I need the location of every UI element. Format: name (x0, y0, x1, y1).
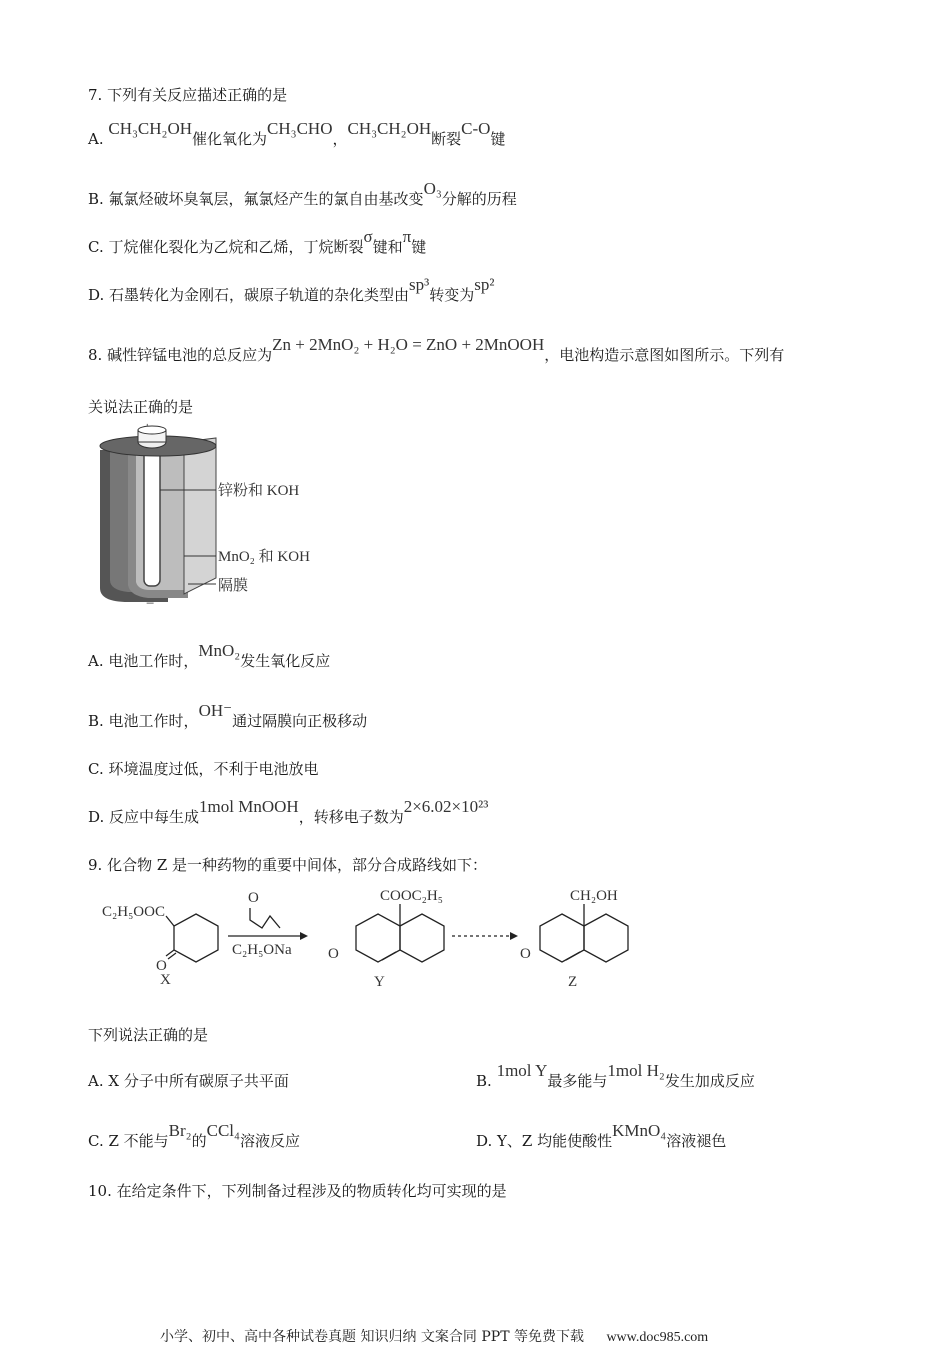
q9-ask: 下列说法正确的是 (88, 1026, 209, 1044)
q8-option-d (88, 797, 489, 827)
q9-option-a: A. X 分子中所有碳原子共平面 (88, 1072, 289, 1090)
q7-option-b (88, 179, 517, 209)
text: 发生氧化反应 (240, 652, 331, 670)
q9-stem: 9. 化合物 Z 是一种药物的重要中间体，部分合成路线如下： (88, 856, 488, 874)
formula: O₃ (423, 179, 442, 198)
y-ring-left (356, 914, 400, 962)
cutaway-face (184, 438, 216, 594)
battery-diagram (88, 420, 348, 610)
label-zinc: 锌粉和 KOH (218, 483, 300, 499)
formula: sp³ (409, 275, 430, 294)
text: B. (476, 1072, 497, 1090)
formula: σ (363, 227, 373, 246)
reagent-skeleton (250, 908, 280, 928)
x-ring (174, 914, 218, 962)
z-ring-right (584, 914, 628, 962)
formula: 1mol Y (496, 1061, 548, 1080)
formula: C-O (461, 119, 491, 138)
text: C. Z 不能与 (88, 1132, 169, 1150)
q9-option-c (88, 1121, 300, 1151)
q8-option-c: C. 环境温度过低，不利于电池放电 (88, 760, 319, 778)
z-substituent: CH₂OH (570, 888, 618, 904)
x-label: X (160, 972, 171, 988)
text: 键 (490, 130, 506, 148)
text: D. 石墨转化为金刚石，碳原子轨道的杂化类型由 (88, 286, 410, 304)
text: 分解的历程 (441, 190, 517, 208)
z-oxygen: O (520, 946, 531, 962)
q8-stem-cont: 关说法正确的是 (88, 398, 194, 416)
formula: KMnO₄ (612, 1121, 667, 1140)
label-separator: 隔膜 (218, 578, 249, 594)
formula: π (402, 227, 412, 246)
text: B. 电池工作时， (88, 712, 199, 730)
q7-option-a (88, 119, 506, 149)
formula: OH⁻ (198, 701, 233, 720)
y-oxygen: O (328, 946, 339, 962)
text: 键和 (372, 238, 403, 256)
y-label: Y (374, 974, 385, 990)
text: ，电池构造示意图如图所示。下列有 (544, 346, 785, 364)
text: D. 反应中每生成 (88, 808, 200, 826)
y-substituent: COOC₂H₅ (380, 888, 443, 904)
text: 最多能与 (547, 1072, 608, 1090)
formula: 1mol H₂ (607, 1061, 665, 1080)
q9-option-b (476, 1061, 755, 1091)
z-label: Z (568, 974, 578, 990)
reagent-oxygen: O (248, 890, 259, 906)
zinc-core (144, 450, 160, 586)
z-double-bond (566, 952, 580, 960)
text: 通过隔膜向正极移动 (232, 712, 368, 730)
dashed-arrow-head (510, 932, 518, 940)
formula: Zn + 2MnO₂ + H₂O = ZnO + 2MnOOH (272, 335, 545, 354)
q8-option-b (88, 701, 368, 731)
y-ring-right (400, 914, 444, 962)
text: ， (332, 130, 348, 148)
text: 溶液褪色 (666, 1132, 727, 1150)
q8-stem (88, 335, 785, 365)
z-ring-left (540, 914, 584, 962)
formula: CCl₄ (206, 1121, 240, 1140)
footer (160, 1326, 708, 1346)
option-label: A. (88, 130, 109, 148)
reagent-label: C₂H₅ONa (232, 942, 292, 958)
terminal-top (138, 426, 166, 434)
formula: Br₂ (168, 1121, 192, 1140)
text: ，转移电子数为 (298, 808, 404, 826)
footer-text: 小学、初中、高中各种试卷真题 知识归纳 文案合同 PPT 等免费下载 (160, 1329, 584, 1345)
label-mno2: MnO₂ 和 KOH (218, 549, 310, 565)
q8-option-a (88, 641, 331, 671)
text: D. Y、Z 均能使酸性 (476, 1132, 613, 1150)
text: 的 (191, 1132, 207, 1150)
formula: CH₃CH₂OH (108, 119, 193, 138)
footer-link[interactable]: www.doc985.com (606, 1330, 709, 1345)
q7-option-c (88, 227, 427, 257)
q7-stem: 7. 下列有关反应描述正确的是 (88, 86, 288, 104)
formula: 1mol MnOOH (199, 797, 299, 816)
y-double-bond (382, 952, 396, 960)
q7-option-d (88, 275, 495, 305)
formula: CH₃CHO (267, 119, 333, 138)
formula: MnO₂ (198, 641, 241, 660)
formula: sp² (474, 275, 495, 294)
text: 键 (411, 238, 427, 256)
x-oxygen: O (156, 958, 167, 974)
q9-option-d (476, 1121, 727, 1151)
text: A. 电池工作时， (88, 652, 199, 670)
x-ester-bond (166, 916, 174, 926)
arrow-head (300, 932, 308, 940)
formula: CH₃CH₂OH (347, 119, 432, 138)
x-substituent: C₂H₅OOC (102, 904, 165, 920)
formula: 2×6.02×10²³ (403, 797, 489, 816)
text: 转变为 (429, 286, 475, 304)
text: 发生加成反应 (664, 1072, 755, 1090)
text: 断裂 (431, 130, 462, 148)
minus-sign: − (146, 596, 155, 610)
text: B. 氟氯烃破坏臭氧层，氟氯烃产生的氯自由基改变 (88, 190, 424, 208)
synthesis-route (100, 884, 660, 994)
q10-stem: 10. 在给定条件下，下列制备过程涉及的物质转化均可实现的是 (88, 1182, 507, 1200)
text: 催化氧化为 (192, 130, 268, 148)
text: C. 丁烷催化裂化为乙烷和乙烯，丁烷断裂 (88, 238, 364, 256)
text: 8. 碱性锌锰电池的总反应为 (88, 346, 273, 364)
text: 溶液反应 (239, 1132, 300, 1150)
